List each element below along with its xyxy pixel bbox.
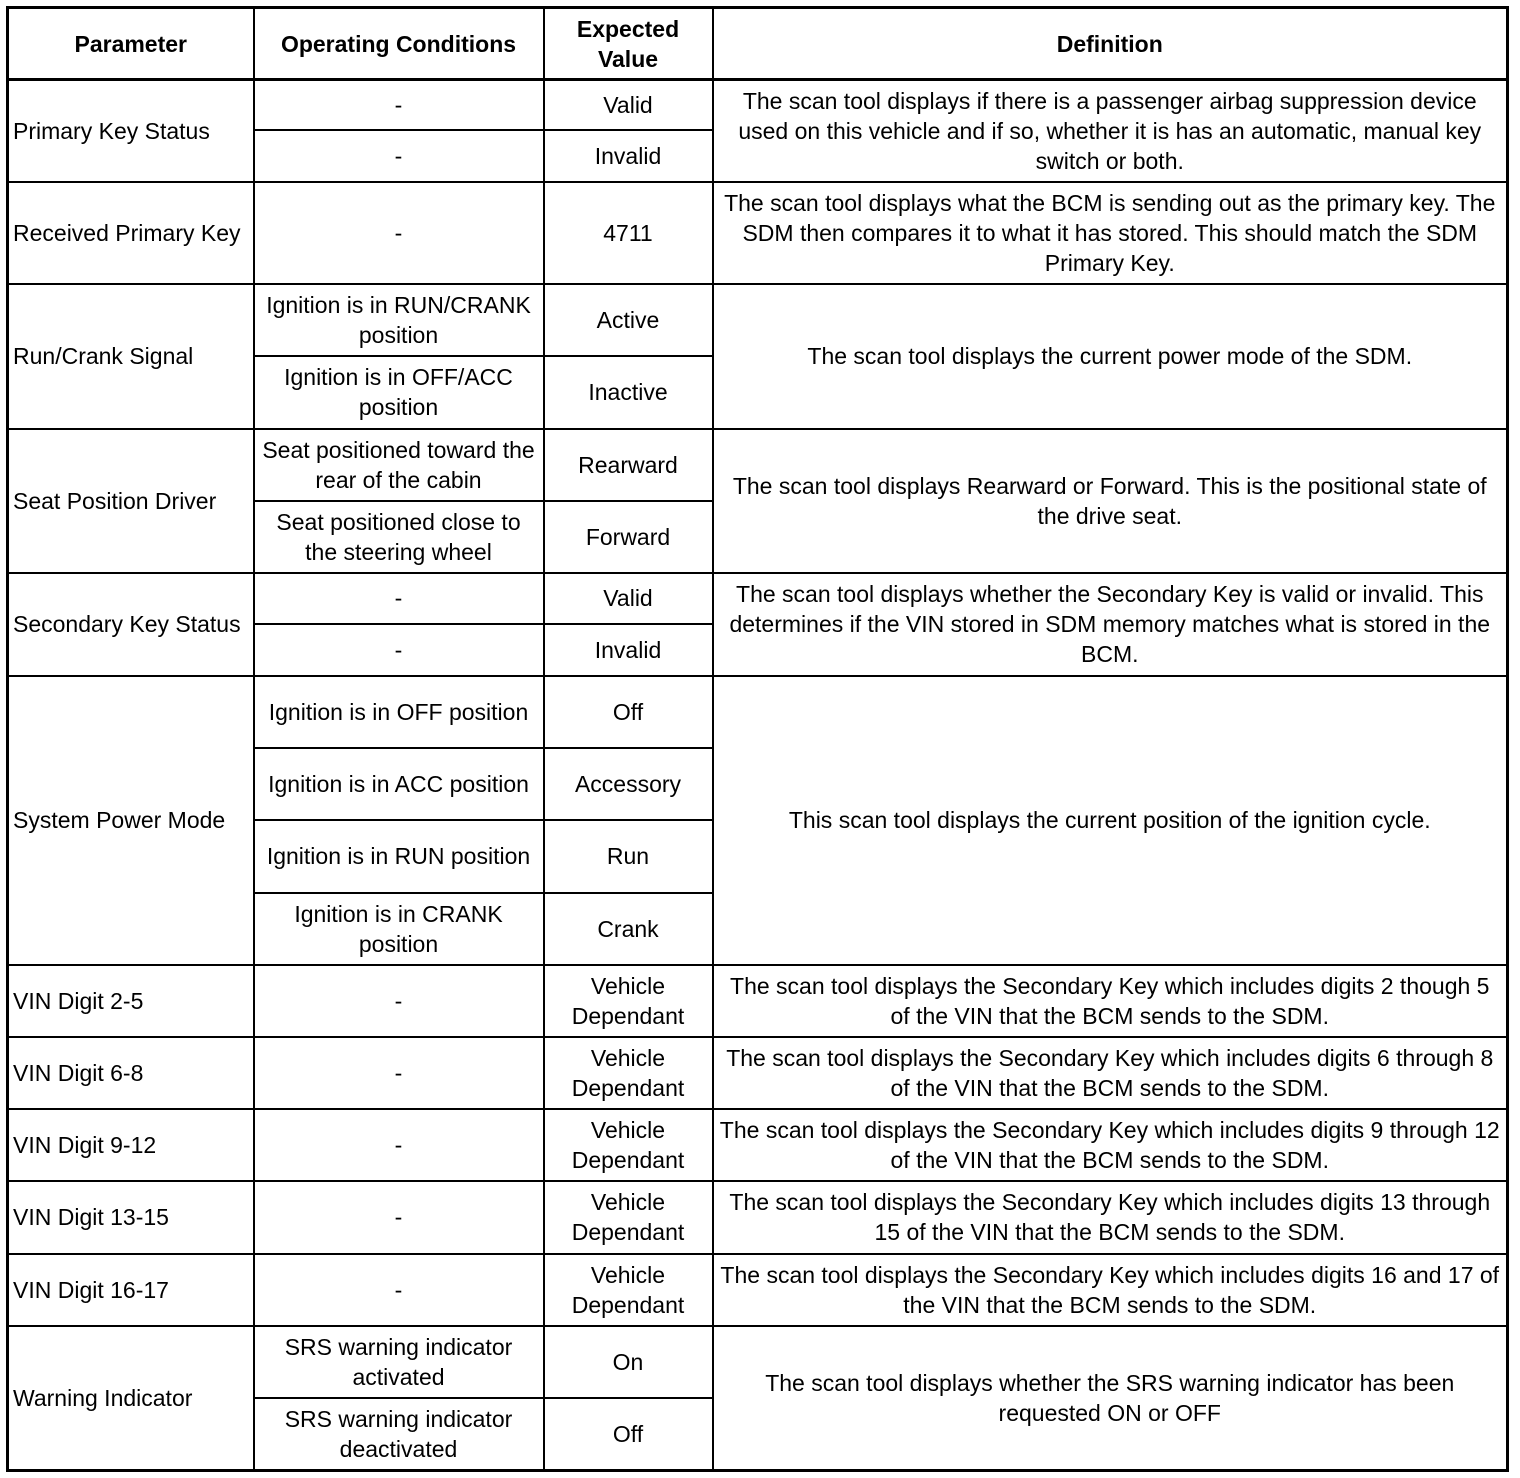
- operating-condition-cell: -: [254, 965, 544, 1037]
- parameter-cell: VIN Digit 2-5: [8, 965, 254, 1037]
- header-parameter: Parameter: [8, 8, 254, 80]
- expected-value-cell: Vehicle Dependant: [544, 1037, 713, 1109]
- definition-cell: The scan tool displays the Secondary Key which includes digits 9 through 12 of the VIN that the BCM sends to the SDM.: [713, 1109, 1508, 1181]
- parameter-cell: Received Primary Key: [8, 182, 254, 284]
- table-row: [8, 1109, 1508, 1181]
- operating-condition-cell: SRS warning indicator activated: [254, 1326, 544, 1398]
- operating-condition-cell: -: [254, 624, 544, 676]
- table-row: [8, 676, 1508, 748]
- expected-value-cell: Valid: [544, 80, 713, 130]
- operating-condition-cell: Ignition is in OFF/ACC position: [254, 356, 544, 429]
- expected-value-cell: Vehicle Dependant: [544, 1254, 713, 1326]
- parameter-cell: VIN Digit 13-15: [8, 1181, 254, 1254]
- expected-value-cell: Invalid: [544, 624, 713, 676]
- expected-value-cell: Off: [544, 1398, 713, 1471]
- table-row: [8, 80, 1508, 130]
- expected-value-cell: Forward: [544, 501, 713, 573]
- header-operating-conditions: Operating Conditions: [254, 8, 544, 80]
- operating-condition-cell: -: [254, 573, 544, 624]
- expected-value-cell: Inactive: [544, 356, 713, 429]
- operating-condition-cell: -: [254, 80, 544, 130]
- operating-condition-cell: -: [254, 1181, 544, 1254]
- parameter-cell: VIN Digit 6-8: [8, 1037, 254, 1109]
- parameter-cell: Seat Position Driver: [8, 429, 254, 573]
- table-row: [8, 573, 1508, 624]
- parameter-table: [6, 6, 1509, 1472]
- table-row: [8, 182, 1508, 284]
- expected-value-cell: 4711: [544, 182, 713, 284]
- operating-condition-cell: Seat positioned toward the rear of the cabin: [254, 429, 544, 501]
- header-expected-value: Expected Value: [544, 8, 713, 80]
- expected-value-cell: On: [544, 1326, 713, 1398]
- expected-value-cell: Invalid: [544, 130, 713, 182]
- operating-condition-cell: Ignition is in OFF position: [254, 676, 544, 748]
- expected-value-cell: Active: [544, 284, 713, 356]
- header-row: [8, 8, 1508, 80]
- parameter-cell: VIN Digit 9-12: [8, 1109, 254, 1181]
- expected-value-cell: Crank: [544, 893, 713, 965]
- definition-cell: The scan tool displays the Secondary Key which includes digits 13 through 15 of the VIN that the BCM sends to the SDM.: [713, 1181, 1508, 1254]
- header-definition: Definition: [713, 8, 1508, 80]
- operating-condition-cell: Seat positioned close to the steering wheel: [254, 501, 544, 573]
- operating-condition-cell: -: [254, 130, 544, 182]
- operating-condition-cell: -: [254, 1037, 544, 1109]
- parameter-cell: Secondary Key Status: [8, 573, 254, 676]
- definition-cell: The scan tool displays the Secondary Key which includes digits 16 and 17 of the VIN that the BCM sends to the SDM.: [713, 1254, 1508, 1326]
- table-row: [8, 1037, 1508, 1109]
- parameter-cell: VIN Digit 16-17: [8, 1254, 254, 1326]
- definition-cell: The scan tool displays whether the Secondary Key is valid or invalid. This determines if the VIN stored in SDM memory matches what is stored in the BCM.: [713, 573, 1508, 676]
- table-row: [8, 1181, 1508, 1254]
- operating-condition-cell: -: [254, 1254, 544, 1326]
- parameter-cell: Warning Indicator: [8, 1326, 254, 1471]
- parameter-cell: Primary Key Status: [8, 80, 254, 182]
- definition-cell: The scan tool displays if there is a passenger airbag suppression device used on this vehicle and if so, whether it is has an automatic, manual key switch or both.: [713, 80, 1508, 182]
- expected-value-cell: Rearward: [544, 429, 713, 501]
- table-row: [8, 1326, 1508, 1398]
- table-body: [8, 80, 1508, 1471]
- parameter-cell: Run/Crank Signal: [8, 284, 254, 429]
- expected-value-cell: Vehicle Dependant: [544, 1109, 713, 1181]
- definition-cell: The scan tool displays whether the SRS warning indicator has been requested ON or OFF: [713, 1326, 1508, 1471]
- operating-condition-cell: Ignition is in CRANK position: [254, 893, 544, 965]
- parameter-cell: System Power Mode: [8, 676, 254, 965]
- expected-value-cell: Off: [544, 676, 713, 748]
- table-row: [8, 429, 1508, 501]
- operating-condition-cell: Ignition is in RUN position: [254, 820, 544, 893]
- definition-cell: This scan tool displays the current position of the ignition cycle.: [713, 676, 1508, 965]
- operating-condition-cell: -: [254, 1109, 544, 1181]
- operating-condition-cell: -: [254, 182, 544, 284]
- expected-value-cell: Accessory: [544, 748, 713, 820]
- table-row: [8, 965, 1508, 1037]
- definition-cell: The scan tool displays the Secondary Key which includes digits 6 through 8 of the VIN that the BCM sends to the SDM.: [713, 1037, 1508, 1109]
- expected-value-cell: Valid: [544, 573, 713, 624]
- definition-cell: The scan tool displays what the BCM is sending out as the primary key. The SDM then compares it to what it has stored. This should match the SDM Primary Key.: [713, 182, 1508, 284]
- expected-value-cell: Vehicle Dependant: [544, 1181, 713, 1254]
- expected-value-cell: Vehicle Dependant: [544, 965, 713, 1037]
- expected-value-cell: Run: [544, 820, 713, 893]
- operating-condition-cell: Ignition is in ACC position: [254, 748, 544, 820]
- definition-cell: The scan tool displays the current power mode of the SDM.: [713, 284, 1508, 429]
- operating-condition-cell: Ignition is in RUN/CRANK position: [254, 284, 544, 356]
- definition-cell: The scan tool displays the Secondary Key which includes digits 2 though 5 of the VIN that the BCM sends to the SDM.: [713, 965, 1508, 1037]
- table-row: [8, 1254, 1508, 1326]
- operating-condition-cell: SRS warning indicator deactivated: [254, 1398, 544, 1471]
- definition-cell: The scan tool displays Rearward or Forward. This is the positional state of the drive seat.: [713, 429, 1508, 573]
- table-row: [8, 284, 1508, 356]
